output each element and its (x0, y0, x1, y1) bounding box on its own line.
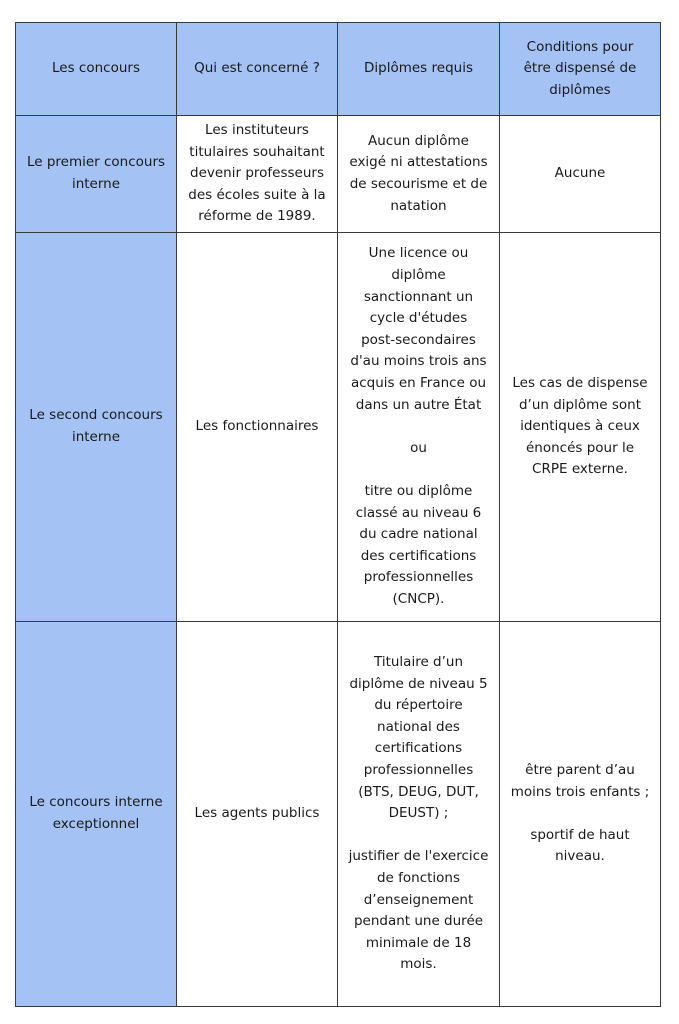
qui-text: Les agents publics (194, 805, 320, 822)
table-header-row (16, 23, 661, 116)
table-cell (500, 116, 661, 233)
concours-name: Le concours interne exceptionnel (29, 794, 163, 832)
diplomes-text: Une licence ou diplôme sanctionnant un cycle d'études post-secondaires d'au moins trois ans acquis en France ou dans un autre État ou titre ou diplôme classé au niveau 6 du cadre national des certifications professionnelles (CNCP). (350, 245, 487, 607)
table-cell (338, 116, 500, 233)
table-cell (177, 232, 338, 621)
header-cell-conditions (500, 23, 661, 116)
table-row (16, 232, 661, 621)
row-header-cell (16, 232, 177, 621)
header-label: Les concours (52, 60, 140, 77)
table-cell (338, 621, 500, 1006)
qui-text: Les fonctionnaires (195, 418, 319, 435)
table-row (16, 116, 661, 233)
table-cell (177, 116, 338, 233)
header-cell-diplomes (338, 23, 500, 116)
diplomes-text: Aucun diplôme exigé ni attestations de secourisme et de natation (349, 132, 488, 214)
row-header-cell (16, 621, 177, 1006)
conditions-text: être parent d’au moins trois enfants ; sportif de haut niveau. (510, 761, 650, 865)
qui-text: Les instituteurs titulaires souhaitant devenir professeurs des écoles suite à la réforme de 1989. (188, 122, 326, 225)
header-label: Qui est concerné ? (194, 60, 320, 77)
concours-name: Le premier concours interne (26, 154, 166, 192)
table-row (16, 621, 661, 1006)
concours-name: Le second concours interne (29, 407, 163, 445)
concours-table (15, 22, 661, 1007)
conditions-text: Les cas de dispense d’un diplôme sont identiques à ceux énoncés pour le CRPE externe. (512, 374, 648, 478)
table-cell (500, 621, 661, 1006)
header-cell-concours (16, 23, 177, 116)
conditions-text: Aucune (554, 165, 606, 182)
table-cell (177, 621, 338, 1006)
row-header-cell (16, 116, 177, 233)
header-label: Diplômes requis (364, 60, 473, 77)
header-label: Conditions pour être dispensé de diplômes (523, 38, 637, 98)
diplomes-text: Titulaire d’un diplôme de niveau 5 du répertoire national des certifications professionnelles (BTS, DEUG, DUT, DEUST) ; justifier de l'exercice de fonctions d’enseignement pendant une durée minimale de 18 mois. (348, 654, 489, 973)
table-cell (338, 232, 500, 621)
header-cell-qui (177, 23, 338, 116)
table-cell (500, 232, 661, 621)
